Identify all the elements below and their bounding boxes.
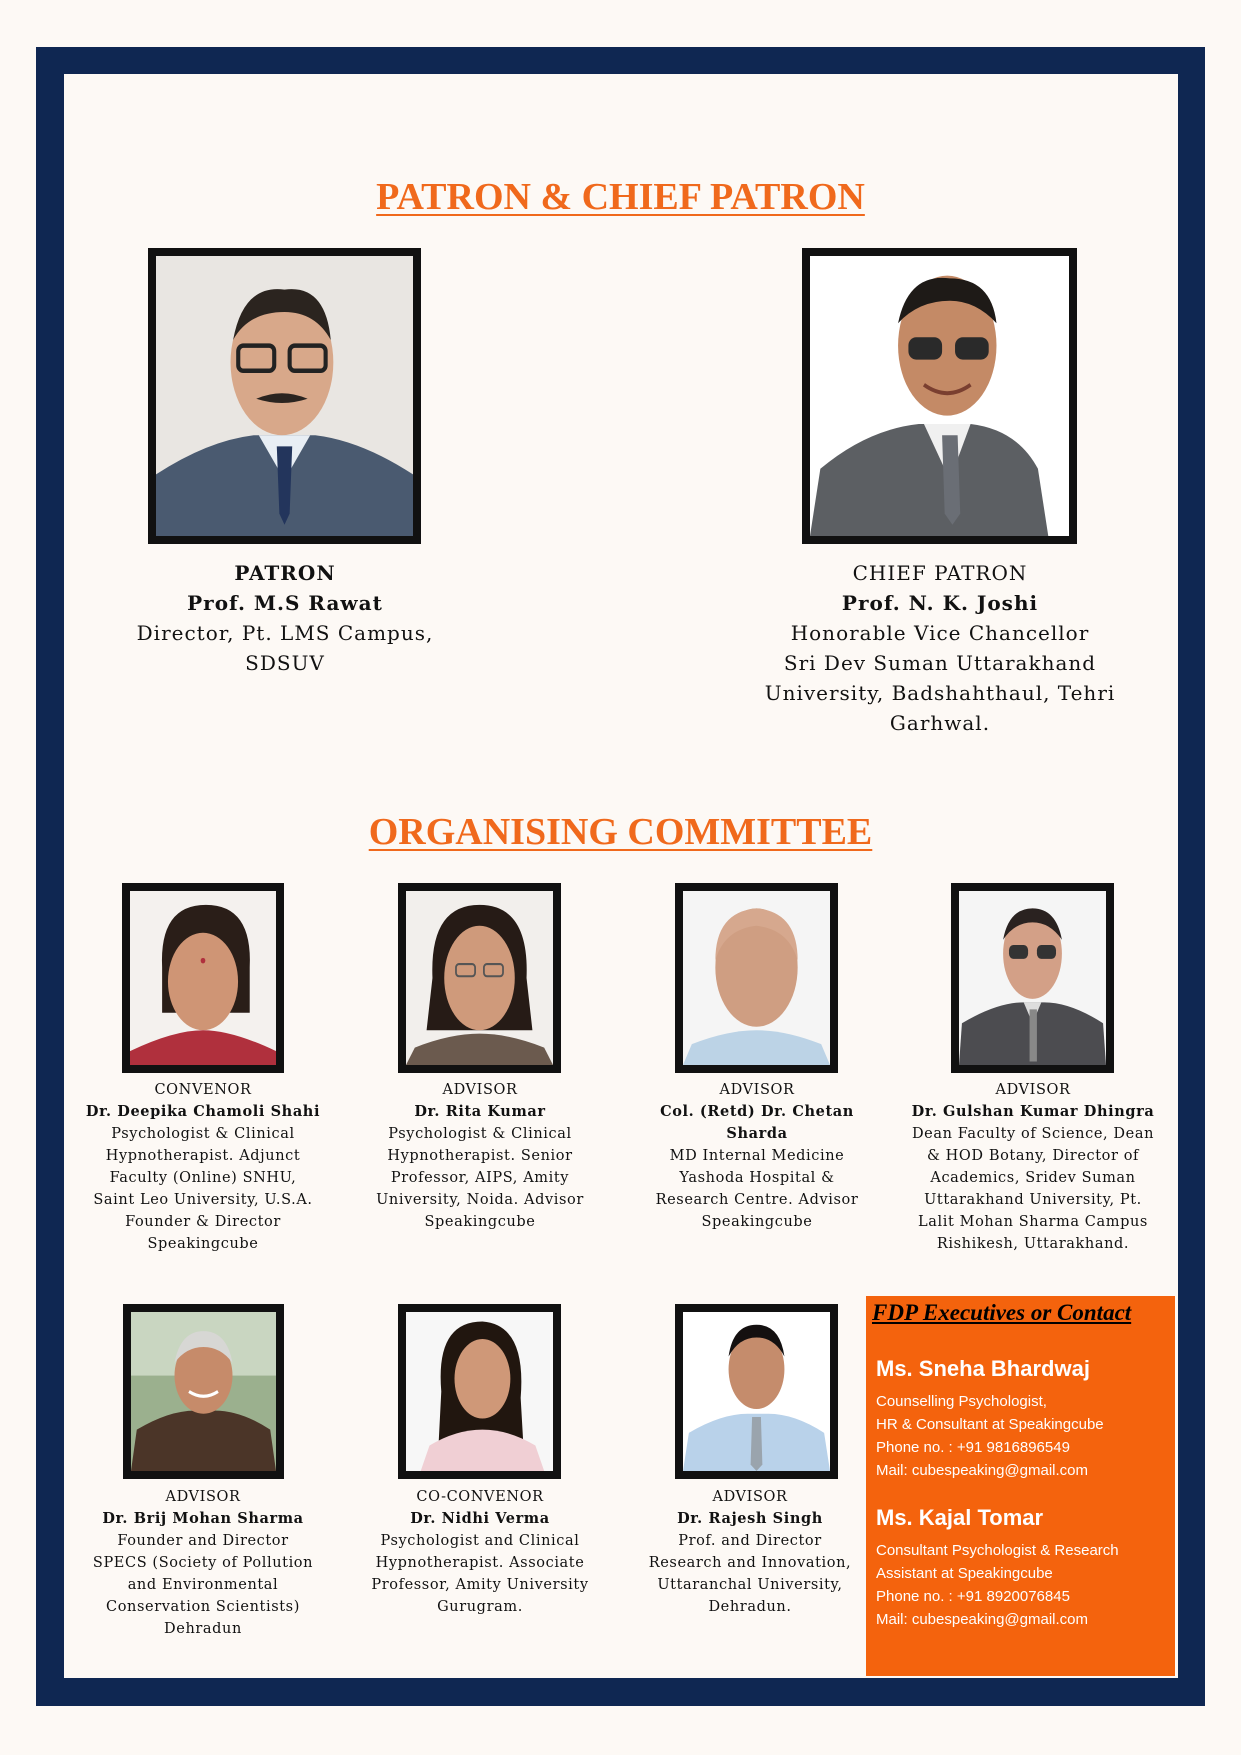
member-name: Dr. Rita Kumar [414,1103,546,1120]
member-line: Professor, Amity University [371,1577,589,1593]
member-line: & HOD Botany, Director of [926,1148,1140,1164]
member-line: Hypnotherapist. Adjunct [105,1148,301,1164]
patron-role: PATRON [234,561,336,585]
member-line: Academics, Sridev Suman [930,1170,1136,1186]
member-line: Psychologist & Clinical [388,1126,572,1142]
chief-patron-caption [745,558,1135,738]
member-line: Gurugram. [437,1599,523,1615]
member-caption [620,1486,880,1618]
contact-line: Assistant at Speakingcube [876,1565,1053,1582]
contact-name: Ms. Sneha Bhardwaj [876,1356,1090,1381]
member-name: Dr. Gulshan Kumar Dhingra [911,1103,1155,1120]
patron-photo [148,248,421,544]
member-line: Yashoda Hospital & [679,1170,835,1186]
member-caption [73,1486,333,1640]
member-role: ADVISOR [442,1082,518,1098]
member-role: ADVISOR [165,1489,241,1505]
member-name-cont: Sharda [726,1125,788,1142]
member-photo [675,1304,838,1479]
chief-patron-line: Garhwal. [889,711,991,735]
member-photo [951,883,1114,1073]
member-role: ADVISOR [995,1082,1071,1098]
member-photo [675,883,838,1073]
member-name: Dr. Brij Mohan Sharma [102,1510,304,1527]
member-line: Founder and Director [117,1533,289,1549]
member-line: Rishikesh, Uttarakhand. [936,1236,1130,1252]
member-line: Research Centre. Advisor [655,1192,859,1208]
member-line: Hypnotherapist. Associate [375,1555,585,1571]
member-line: Prof. and Director [678,1533,822,1549]
contact-email: Mail: cubespeaking@gmail.com [876,1462,1088,1479]
member-line: Speakingcube [424,1214,536,1230]
member-line: Dean Faculty of Science, Dean [911,1126,1155,1142]
contact-box [866,1296,1175,1676]
member-caption [350,1486,610,1618]
patron-name: Prof. M.S Rawat [187,591,383,615]
patron-line: Director, Pt. LMS Campus, [136,621,434,645]
member-line: MD Internal Medicine [669,1148,845,1164]
chief-patron-name: Prof. N. K. Joshi [841,591,1039,615]
member-line: Conservation Scientists) [106,1599,300,1615]
patron-caption [110,558,460,678]
contact-phone: Phone no. : +91 8920076845 [876,1588,1070,1605]
member-line: Psychologist & Clinical [111,1126,295,1142]
member-photo [122,883,284,1073]
chief-patron-line: University, Badshahthaul, Tehri [764,681,1116,705]
member-name: Dr. Rajesh Singh [677,1510,823,1527]
chief-patron-line: Sri Dev Suman Uttarakhand [783,651,1097,675]
member-line: Dehradun. [708,1599,792,1615]
member-line: Hypnotherapist. Senior [387,1148,573,1164]
member-name: Dr. Deepika Chamoli Shahi [85,1103,321,1120]
member-role: ADVISOR [712,1489,788,1505]
member-caption [627,1079,887,1233]
patrons-heading: PATRON & CHIEF PATRON [376,176,865,218]
member-line: Professor, AIPS, Amity [390,1170,570,1186]
member-line: Saint Leo University, U.S.A. [93,1192,313,1208]
member-line: Faculty (Online) SNHU, [109,1170,297,1186]
member-role: CO-CONVENOR [416,1489,544,1505]
contact-line: Consultant Psychologist & Research [876,1542,1119,1559]
chief-patron-photo [802,248,1077,544]
contact-name: Ms. Kajal Tomar [876,1505,1044,1530]
member-line: Uttarakhand University, Pt. [924,1192,1142,1208]
member-line: Lalit Mohan Sharma Campus [918,1214,1148,1230]
member-photo [398,1304,561,1479]
member-name: Dr. Nidhi Verma [410,1510,550,1527]
member-role: CONVENOR [154,1082,252,1098]
member-caption [350,1079,610,1233]
member-photo [398,883,561,1073]
contact-person [876,1505,1172,1631]
member-line: Speakingcube [147,1236,259,1252]
contact-line: Counselling Psychologist, [876,1393,1047,1410]
member-line: Dehradun [164,1621,242,1637]
member-line: Founder & Director [125,1214,281,1230]
committee-heading: ORGANISING COMMITTEE [368,811,873,853]
member-caption [73,1079,333,1255]
patron-line: SDSUV [245,651,325,675]
chief-patron-line: Honorable Vice Chancellor [790,621,1090,645]
member-name: Col. (Retd) Dr. Chetan [660,1103,854,1120]
member-line: Psychologist and Clinical [380,1533,580,1549]
member-line: and Environmental [127,1577,279,1593]
member-line: Speakingcube [701,1214,813,1230]
contact-email: Mail: cubespeaking@gmail.com [876,1611,1088,1628]
member-role: ADVISOR [719,1082,795,1098]
member-photo [123,1304,284,1479]
member-line: Research and Innovation, [648,1555,852,1571]
contact-title: FDP Executives or Contact [872,1300,1132,1325]
member-line: Uttaranchal University, [657,1577,843,1593]
member-line: SPECS (Society of Pollution [92,1555,314,1571]
contact-line: HR & Consultant at Speakingcube [876,1416,1104,1433]
contact-person [876,1356,1172,1482]
member-line: University, Noida. Advisor [376,1192,584,1208]
member-caption [898,1079,1168,1255]
contact-phone: Phone no. : +91 9816896549 [876,1439,1070,1456]
chief-patron-role: CHIEF PATRON [852,561,1028,585]
